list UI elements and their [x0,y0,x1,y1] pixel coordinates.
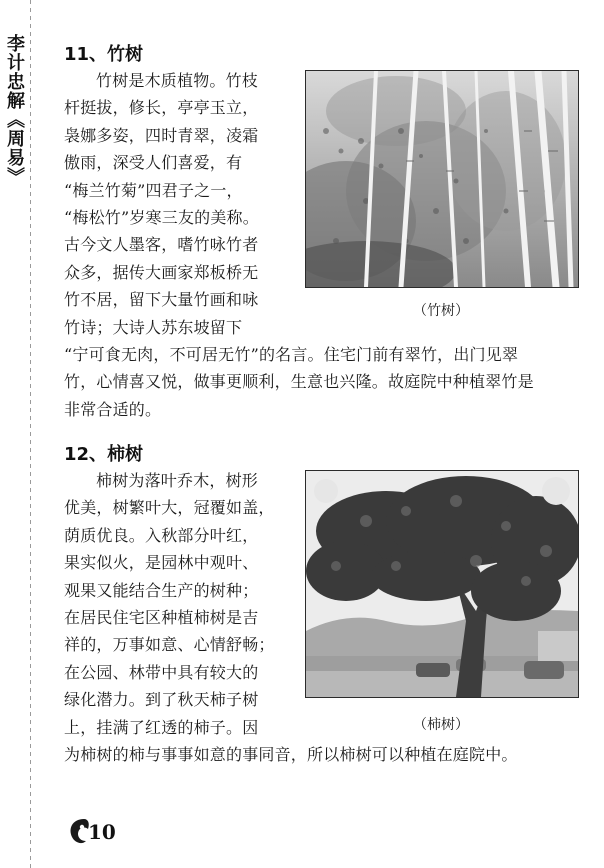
text-line: 上，挂满了红透的柿子。因 [64,717,259,737]
spine-divider [30,0,31,868]
bamboo-photo [305,70,579,288]
text-line: 竹诗；大诗人苏东坡留下 [64,317,243,337]
text-line: 非常合适的。 [64,399,162,419]
text-line: 果实似火，是园林中观叶、 [64,553,259,573]
text-line: 竹，心情喜又悦，做事更顺利，生意也兴隆。故庭院中种植翠竹是 [64,372,534,392]
text-line: 竹树是木质植物。竹枝 [96,71,259,90]
page-number: 10 [88,820,116,844]
text-line: “梅兰竹菊”四君子之一， [64,180,243,200]
text-line: 绿化潜力。到了秋天柿子树 [64,690,259,710]
text-line: 竹不居，留下大量竹画和咏 [64,290,259,310]
persimmon-full-text [64,741,580,768]
text-line: 荫质优良。入秋部分叶红， [64,525,259,545]
text-line: 祥的，万事如意、心情舒畅； [64,635,275,655]
text-line: 为柿树的柿与事事如意的事同音，所以柿树可以种植在庭院中。 [64,745,518,764]
text-line: 观果又能结合生产的树种； [64,580,259,600]
bamboo-illustration [306,71,578,287]
bamboo-full-text [64,341,580,423]
persimmon-wrapped-text [64,467,300,741]
bamboo-wrapped-text [64,67,300,341]
spine-title: 李计忠解《周易》 [4,34,25,186]
persimmon-photo [305,470,579,698]
text-line: 在公园、林带中具有较大的 [64,662,259,682]
text-line: 袅娜多姿，四时青翠，凌霜 [64,125,259,145]
text-line: 众多，据传大画家郑板桥无 [64,262,259,282]
text-line: 古今文人墨客，嗜竹咏竹者 [64,235,259,255]
section-heading-bamboo: 11、竹树 [64,44,144,65]
section-heading-persimmon: 12、柿树 [64,444,144,465]
text-line: 在居民住宅区种植柿树是吉 [64,608,259,628]
text-line: 柿树为落叶乔木，树形 [96,471,259,490]
text-line: “宁可食无肉，不可居无竹”的名言。住宅门前有翠竹，出门见翠 [64,345,519,364]
persimmon-illustration [306,471,578,697]
text-line: 傲雨，深受人们喜爱，有 [64,153,243,173]
text-line: 杆挺拔，修长，亭亭玉立， [64,98,259,118]
bamboo-caption: （竹树） [413,303,469,319]
book-spine [0,0,34,868]
text-line: 优美，树繁叶大，冠覆如盖， [64,498,275,518]
text-line: “梅松竹”岁寒三友的美称。 [64,208,259,228]
persimmon-caption: （柿树） [413,717,469,733]
